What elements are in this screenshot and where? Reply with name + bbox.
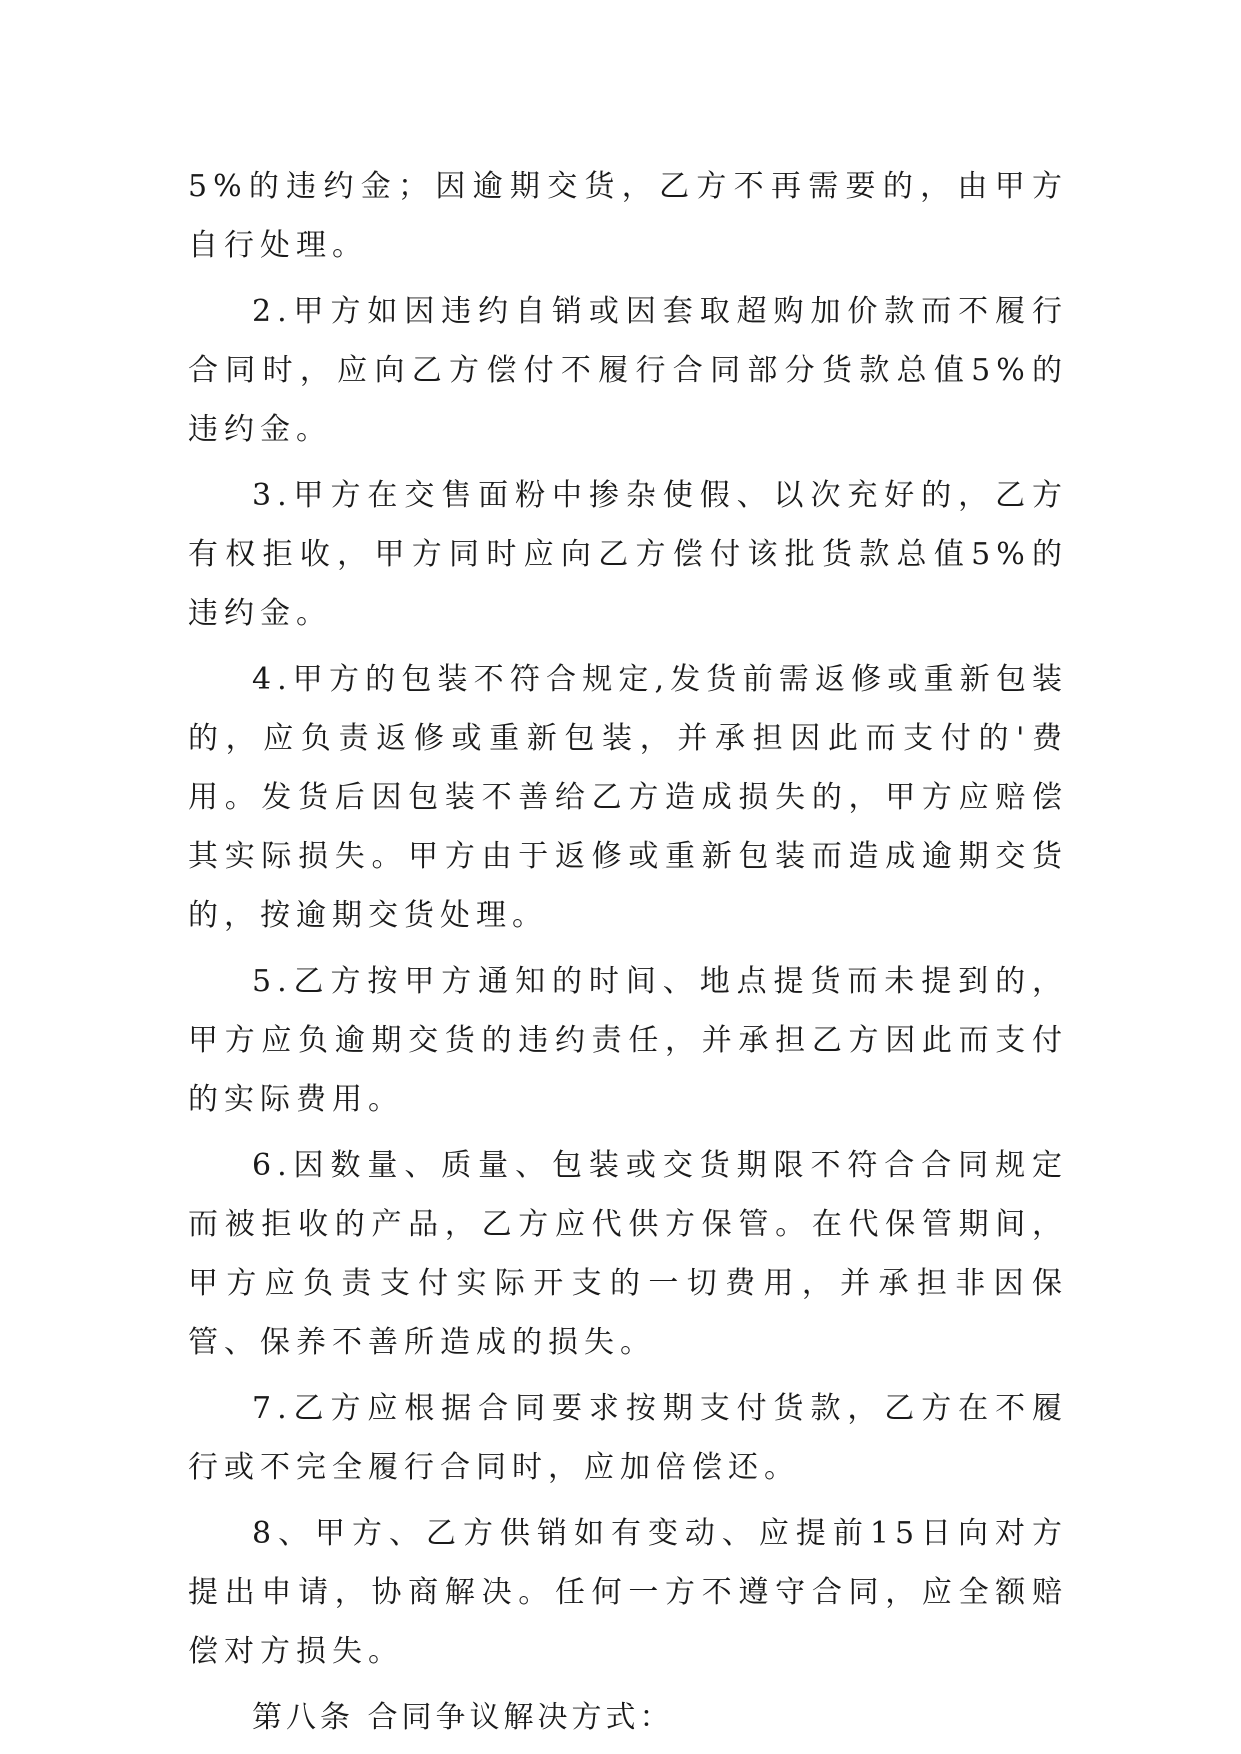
article-8-heading: 第八条 合同争议解决方式： xyxy=(252,1700,674,1735)
paragraph-clause-3: 3.甲方在交售面粉中掺杂使假、以次充好的，乙方有权拒收，甲方同时应向乙方偿付该批货款总值5%的违约金。 xyxy=(188,478,1068,631)
paragraph-clause-6: 6.因数量、质量、包装或交货期限不符合合同规定而被拒收的产品，乙方应代供方保管。在代保管期间，甲方应负责支付实际开支的一切费用，并承担非因保管、保养不善所造成的损失。 xyxy=(188,1148,1068,1360)
paragraph-penalty-continuation: 5%的违约金；因逾期交货，乙方不再需要的，由甲方自行处理。 xyxy=(188,169,1068,263)
paragraph-clause-4: 4.甲方的包装不符合规定,发货前需返修或重新包装的，应负责返修或重新包装，并承担因此而支付的'费用。发货后因包装不善给乙方造成损失的，甲方应赔偿其实际损失。甲方由于返修或重新包装而造成逾期交货的，按逾期交货处理。 xyxy=(188,662,1068,933)
paragraph-clause-5: 5.乙方按甲方通知的时间、地点提货而未提到的，甲方应负逾期交货的违约责任，并承担乙方因此而支付的实际费用。 xyxy=(188,964,1068,1117)
document-body xyxy=(188,157,1068,1754)
paragraph-clause-7: 7.乙方应根据合同要求按期支付货款，乙方在不履行或不完全履行合同时，应加倍偿还。 xyxy=(188,1391,1068,1485)
paragraph-clause-2: 2.甲方如因违约自销或因套取超购加价款而不履行合同时，应向乙方偿付不履行合同部分货款总值5%的违约金。 xyxy=(188,294,1068,447)
paragraph-clause-8: 8、甲方、乙方供销如有变动、应提前15日向对方提出申请，协商解决。任何一方不遵守合同，应全额赔偿对方损失。 xyxy=(188,1516,1068,1669)
